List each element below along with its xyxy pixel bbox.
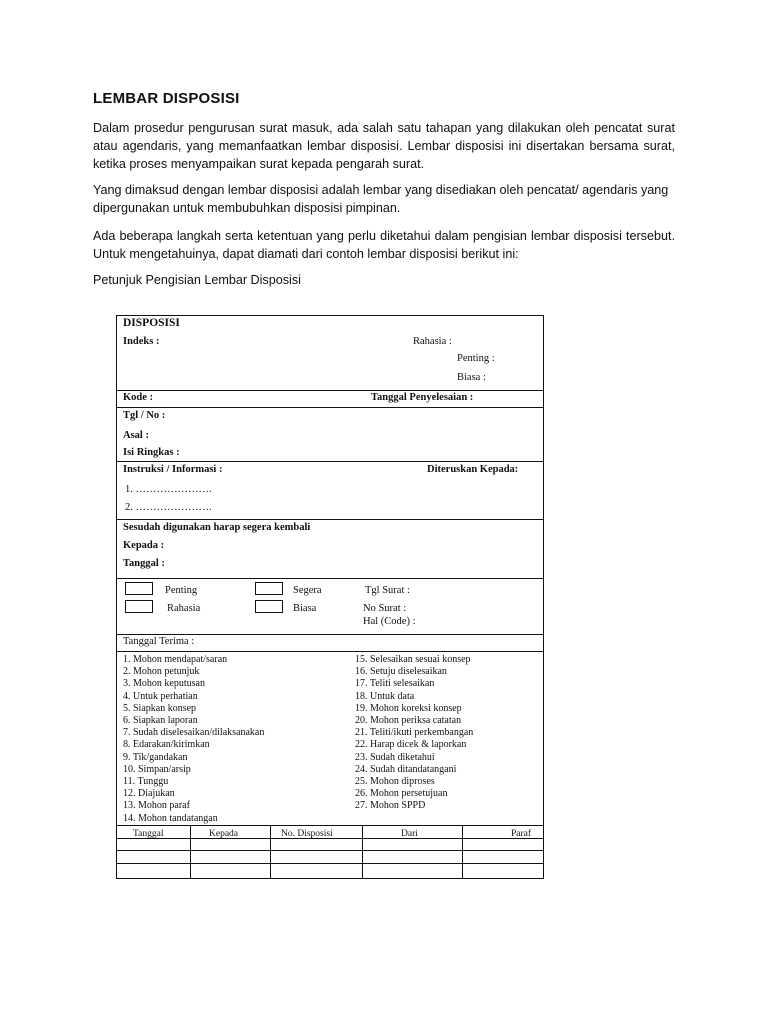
form-divider bbox=[117, 390, 543, 391]
table-header-no-disposisi: No. Disposisi bbox=[281, 829, 333, 839]
list-item: 20. Mohon periksa catatan bbox=[355, 715, 462, 727]
tanggal-terima-label: Tanggal Terima : bbox=[123, 636, 195, 647]
instruksi-line-1: 1. …………………. bbox=[125, 484, 212, 495]
form-divider bbox=[117, 651, 543, 652]
table-column-line bbox=[462, 825, 463, 878]
no-surat-label: No Surat : bbox=[363, 603, 407, 614]
diteruskan-label: Diteruskan Kepada: bbox=[427, 464, 519, 475]
table-header-kepada: Kepada bbox=[209, 829, 239, 839]
biasa-label: Biasa : bbox=[457, 372, 486, 383]
table-row-line bbox=[117, 850, 543, 851]
rahasia-checkbox-label: Rahasia bbox=[167, 603, 201, 614]
instruction-list-right bbox=[355, 654, 473, 813]
form-divider bbox=[117, 825, 543, 826]
instruksi-line-2: 2. …………………. bbox=[125, 502, 212, 513]
list-item: 23. Sudah diketahui bbox=[355, 751, 435, 763]
list-item: 16. Setuju diselesaikan bbox=[355, 666, 447, 678]
penting-label: Penting : bbox=[457, 353, 495, 364]
form-divider bbox=[117, 634, 543, 635]
form-divider bbox=[117, 407, 543, 408]
table-column-line bbox=[190, 825, 191, 878]
list-item: 1. Mohon mendapat/saran bbox=[123, 654, 228, 665]
table-header-dari: Dari bbox=[401, 829, 418, 839]
list-item: 19. Mohon koreksi konsep bbox=[355, 702, 462, 714]
form-title: DISPOSISI bbox=[123, 317, 180, 329]
list-item: 13. Mohon paraf bbox=[123, 800, 190, 812]
list-item: 25. Mohon diproses bbox=[355, 776, 435, 788]
penting-checkbox[interactable] bbox=[125, 582, 153, 595]
list-item: 21. Teliti/ikuti perkembangan bbox=[355, 727, 474, 739]
tanggal-penyelesaian-label: Tanggal Penyelesaian : bbox=[371, 392, 474, 403]
list-item: 12. Diajukan bbox=[123, 788, 175, 800]
disposition-form bbox=[116, 315, 544, 879]
rahasia-checkbox[interactable] bbox=[125, 600, 153, 613]
indeks-label: Indeks : bbox=[123, 336, 160, 347]
list-item: 14. Mohon tandatangan bbox=[123, 812, 218, 824]
asal-label: Asal : bbox=[123, 430, 149, 441]
table-column-line bbox=[270, 825, 271, 878]
list-item: 10. Simpan/arsip bbox=[123, 763, 191, 775]
kepada-label: Kepada : bbox=[123, 540, 165, 551]
paragraph-steps: Ada beberapa langkah serta ketentuan yang perlu diketahui dalam pengisian lembar disposisi tersebut. Untuk mengetahuinya, dapat diamati dari contoh lembar disposisi berikut ini: bbox=[93, 229, 675, 261]
segera-checkbox[interactable] bbox=[255, 582, 283, 595]
form-divider bbox=[117, 519, 543, 520]
list-item: 27. Mohon SPPD bbox=[355, 800, 426, 812]
kode-label: Kode : bbox=[123, 392, 154, 403]
sesudah-label: Sesudah digunakan harap segera kembali bbox=[123, 522, 311, 533]
form-divider bbox=[117, 461, 543, 462]
tgl-surat-label: Tgl Surat : bbox=[365, 585, 410, 596]
instruction-list-left bbox=[123, 654, 264, 825]
table-header-paraf: Paraf bbox=[511, 829, 532, 839]
table-row-line bbox=[117, 863, 543, 864]
list-item: 18. Untuk data bbox=[355, 690, 415, 702]
list-item: 24. Sudah ditandatangani bbox=[355, 763, 457, 775]
hal-label: Hal (Code) : bbox=[363, 616, 416, 627]
tanggal-label: Tanggal : bbox=[123, 558, 165, 569]
paragraph-definition: Yang dimaksud dengan lembar disposisi adalah lembar yang disediakan oleh pencatat/ agendaris yang dipergunakan untuk membubuhkan disposisi pimpinan. bbox=[93, 183, 669, 215]
list-item: 8. Edarakan/kirimkan bbox=[123, 739, 210, 751]
tgl-no-label: Tgl / No : bbox=[123, 410, 166, 421]
list-item: 7. Sudah diselesaikan/dilaksanakan bbox=[123, 727, 265, 739]
list-item: 11. Tunggu bbox=[123, 776, 169, 788]
list-item: 4. Untuk perhatian bbox=[123, 690, 198, 702]
section-subtitle: Petunjuk Pengisian Lembar Disposisi bbox=[93, 273, 301, 287]
segera-checkbox-label: Segera bbox=[293, 585, 322, 596]
list-item: 5. Siapkan konsep bbox=[123, 702, 197, 714]
list-item: 15. Selesaikan sesuai konsep bbox=[355, 654, 471, 665]
list-item: 17. Teliti selesaikan bbox=[355, 678, 435, 690]
table-column-line bbox=[362, 825, 363, 878]
page-title: LEMBAR DISPOSISI bbox=[93, 90, 240, 107]
penting-checkbox-label: Penting bbox=[165, 585, 198, 596]
form-divider bbox=[117, 578, 543, 579]
rahasia-label: Rahasia : bbox=[413, 336, 452, 347]
paragraph-intro: Dalam prosedur pengurusan surat masuk, ada salah satu tahapan yang dilakukan oleh pencatat surat atau agendaris, yang memanfaatkan lembar disposisi. Lembar disposisi ini disertakan bersama surat, ketika proses menyampaikan surat kepada pengarah surat. bbox=[93, 121, 675, 171]
list-item: 3. Mohon keputusan bbox=[123, 678, 205, 690]
biasa-checkbox[interactable] bbox=[255, 600, 283, 613]
biasa-checkbox-label: Biasa bbox=[293, 603, 317, 614]
list-item: 22. Harap dicek & laporkan bbox=[355, 739, 467, 751]
list-item: 26. Mohon persetujuan bbox=[355, 788, 448, 800]
table-header-tanggal: Tanggal bbox=[133, 829, 164, 839]
isi-ringkas-label: Isi Ringkas : bbox=[123, 447, 180, 458]
instruksi-label: Instruksi / Informasi : bbox=[123, 464, 223, 475]
list-item: 6. Siapkan laporan bbox=[123, 715, 198, 727]
list-item: 9. Tik/gandakan bbox=[123, 751, 188, 763]
list-item: 2. Mohon petunjuk bbox=[123, 666, 200, 678]
